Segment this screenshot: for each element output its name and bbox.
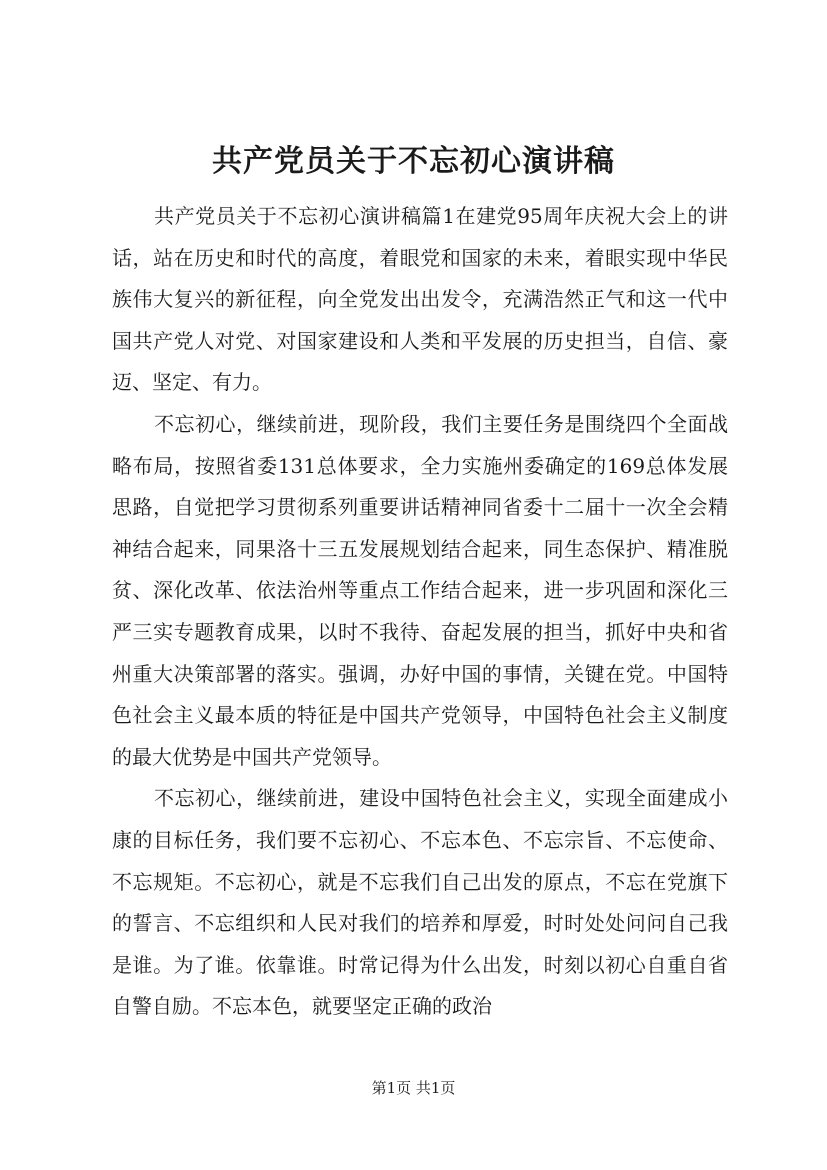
- paragraph-1: 共产党员关于不忘初心演讲稿篇1在建党95周年庆祝大会上的讲话，站在历史和时代的高度，着眼党和国家的未来，着眼实现中华民族伟大复兴的新征程，向全党发出出发令，充满浩然正气和这一代中国共产党人对党、对国家建设和人类和平发展的历史担当，自信、豪迈、坚定、有力。: [112, 204, 728, 395]
- paragraph-2: 不忘初心，继续前进，现阶段，我们主要任务是围绕四个全面战略布局，按照省委131总体要求，全力实施州委确定的169总体发展思路，自觉把学习贯彻系列重要讲话精神同省委十二届十一次全会精神结合起来，同果洛十三五发展规划结合起来，同生态保护、精准脱贫、深化改革、依法治州等重点工作结合起来，进一步巩固和深化三严三实专题教育成果，以时不我待、奋起发展的担当，抓好中央和省州重大决策部署的落实。强调，办好中国的事情，关键在党。中国特色社会主义最本质的特征是中国共产党领导，中国特色社会主义制度的最大优势是中国共产党领导。: [112, 411, 728, 769]
- document-title: 共产党员关于不忘初心演讲稿: [212, 144, 615, 179]
- page-number-footer: 第1页 共1页: [371, 1079, 456, 1097]
- document-body: [112, 196, 728, 1028]
- paragraph-3: 不忘初心，继续前进，建设中国特色社会主义，实现全面建成小康的目标任务，我们要不忘初心、不忘本色、不忘宗旨、不忘使命、不忘规矩。不忘初心，就是不忘我们自己出发的原点，不忘在党旗下的誓言、不忘组织和人民对我们的培养和厚爱，时时处处问问自己我是谁。为了谁。依靠谁。时常记得为什么出发，时刻以初心自重自省自警自励。不忘本色，就要坚定正确的政治: [112, 786, 728, 1019]
